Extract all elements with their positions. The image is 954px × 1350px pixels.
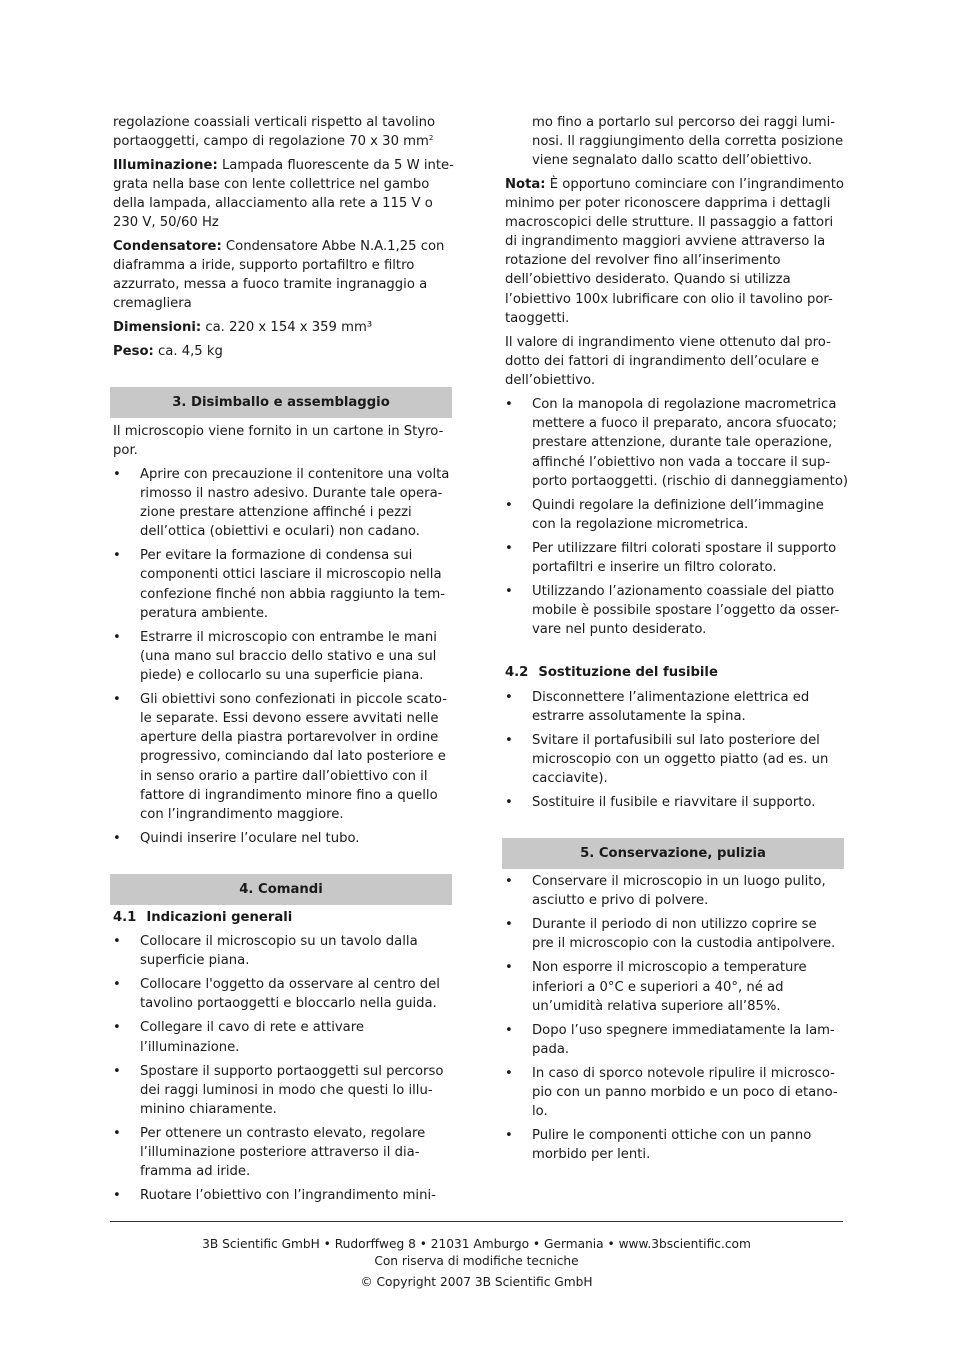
list-item-line: Non esporre il microscopio a temperature: [532, 960, 807, 975]
list-item-line: lo.: [532, 1104, 548, 1119]
bullet-marker: •: [113, 630, 121, 645]
list-item-line: pre il microscopio con la custodia antipolvere.: [532, 936, 836, 951]
paragraph-line: dell’obiettivo.: [505, 373, 596, 388]
list-item-line: con la regolazione micrometrica.: [532, 517, 749, 532]
list-item-line: aperture della piastra portarevolver in ordine: [140, 730, 439, 745]
bullet-marker: •: [505, 960, 513, 975]
list-item-line: In caso di sporco notevole ripulire il microsco-: [532, 1066, 835, 1081]
bullet-marker: •: [505, 1066, 513, 1081]
spec-line: regolazione coassiali verticali rispetto al tavolino: [113, 115, 436, 130]
section-heading-5: [502, 838, 844, 869]
list-item-line: estrarre assolutamente la spina.: [532, 709, 746, 724]
spec-peso: [113, 344, 223, 360]
list-item-line: piede) e collocarlo su una superficie piana.: [140, 668, 424, 683]
bullet-marker: •: [113, 1020, 121, 1035]
list-item-line: l’illuminazione.: [140, 1040, 240, 1055]
section-title: 5. Conservazione, pulizia: [580, 846, 766, 861]
list-item-line: dell’ottica (obiettivi e oculari) non cadano.: [140, 524, 420, 539]
list-item-line: Per ottenere un contrasto elevato, regolare: [140, 1126, 426, 1141]
bullet-marker: •: [505, 397, 513, 412]
list-item-line: minino chiaramente.: [140, 1102, 277, 1117]
spec-line: azzurrato, messa a fuoco tramite ingranaggio a: [113, 277, 428, 292]
list-item-line: Pulire le componenti ottiche con un panno: [532, 1128, 812, 1143]
list-item-line: morbido per lenti.: [532, 1147, 651, 1162]
spec-text: Lampada fluorescente da 5 W inte-: [217, 158, 454, 173]
list-item-line: Quindi regolare la definizione dell’immagine: [532, 498, 824, 513]
spec-label: Condensatore:: [113, 239, 222, 254]
list-item-line: Gli obiettivi sono confezionati in piccole scato-: [140, 692, 447, 707]
paragraph-line: dotto dei fattori di ingrandimento dell’oculare e: [505, 354, 820, 369]
list-item-line: un’umidità relativa superiore all’85%.: [532, 999, 781, 1014]
list-item-line: framma ad iride.: [140, 1164, 251, 1179]
spec-line: diaframma a iride, supporto portafiltro e filtro: [113, 258, 415, 273]
paragraph-line: Il valore di ingrandimento viene ottenuto dal pro-: [505, 335, 831, 350]
bullet-marker: •: [505, 1023, 513, 1038]
list-item-line: superficie piana.: [140, 953, 250, 968]
footer-notice: Con riserva di modifiche tecniche: [374, 1254, 579, 1268]
list-item-line: prestare attenzione, durante tale operazione,: [532, 435, 833, 450]
section3-intro-line: por.: [113, 443, 138, 458]
section-title: 3. Disimballo e assemblaggio: [172, 395, 390, 410]
nota-line: l’obiettivo 100x lubrificare con olio il tavolino por-: [505, 292, 833, 307]
spec-text: Condensatore Abbe N.A.1,25 con: [221, 239, 445, 254]
list-item-line: in senso orario a partire dall’obiettivo con il: [140, 769, 428, 784]
list-item-line: mettere a fuoco il preparato, ancora sfuocato;: [532, 416, 837, 431]
list-item-line: Ruotare l’obiettivo con l’ingrandimento mini-: [140, 1188, 436, 1203]
list-item-line: (una mano sul braccio dello stativo e una sul: [140, 649, 437, 664]
list-item-line: tavolino portaoggetti e bloccarlo nella guida.: [140, 996, 437, 1011]
footer-divider: [110, 1221, 843, 1222]
bullet-marker: •: [505, 541, 513, 556]
list-item-line: peratura ambiente.: [140, 606, 269, 621]
section-heading-3: [110, 387, 452, 418]
list-item-line: Dopo l’uso spegnere immediatamente la lam-: [532, 1023, 835, 1038]
list-item-line: nosi. Il raggiungimento della corretta posizione: [532, 134, 844, 149]
footer-copyright: © Copyright 2007 3B Scientific GmbH: [360, 1275, 593, 1289]
subsection-title: Sostituzione del fusibile: [538, 665, 718, 680]
list-item-line: Sostituire il fusibile e riavvitare il supporto.: [532, 795, 816, 810]
subsection-heading-4-1: [113, 910, 292, 926]
list-item-line: pio con un panno morbido e un poco di etano-: [532, 1085, 838, 1100]
bullet-marker: •: [505, 1128, 513, 1143]
spec-label: Dimensioni:: [113, 320, 202, 335]
subsection-number: 4.2: [505, 665, 529, 680]
spec-line: grata nella base con lente collettrice nel gambo: [113, 177, 430, 192]
list-item-line: componenti ottici lasciare il microscopio nella: [140, 567, 442, 582]
section3-intro-line: Il microscopio viene fornito in un cartone in Styro-: [113, 424, 444, 439]
list-item-line: mo fino a portarlo sul percorso dei raggi lumi-: [532, 115, 836, 130]
list-item-line: Con la manopola di regolazione macrometrica: [532, 397, 837, 412]
list-item-line: zione prestare attenzione affinché i pezzi: [140, 505, 412, 520]
list-item-line: portafiltri e inserire un filtro colorato.: [532, 560, 777, 575]
bullet-marker: •: [113, 977, 121, 992]
bullet-marker: •: [505, 584, 513, 599]
superscript: 2: [428, 134, 434, 142]
list-item-line: affinché l’obiettivo non vada a toccare il sup-: [532, 455, 831, 470]
list-item-line: asciutto e privo di polvere.: [532, 893, 709, 908]
list-item-line: pada.: [532, 1042, 570, 1057]
bullet-marker: •: [113, 692, 121, 707]
footer-address: 3B Scientific GmbH • Rudorffweg 8 • 21031 Amburgo • Germania • www.3bscientific.com: [202, 1237, 751, 1251]
bullet-marker: •: [505, 690, 513, 705]
list-item-line: viene segnalato dallo scatto dell’obiettivo.: [532, 153, 813, 168]
subsection-title: Indicazioni generali: [146, 910, 293, 925]
list-item-line: rimosso il nastro adesivo. Durante tale opera-: [140, 486, 443, 501]
list-item-line: Aprire con precauzione il contenitore una volta: [140, 467, 450, 482]
bullet-marker: •: [505, 795, 513, 810]
list-item-line: Collocare l'oggetto da osservare al centro del: [140, 977, 440, 992]
list-item-line: le separate. Essi devono essere avvitati nelle: [140, 711, 439, 726]
bullet-marker: •: [113, 1188, 121, 1203]
bullet-marker: •: [113, 1126, 121, 1141]
list-item-line: Disconnettere l’alimentazione elettrica ed: [532, 690, 810, 705]
list-item-line: Conservare il microscopio in un luogo pulito,: [532, 874, 826, 889]
list-item-line: Per utilizzare filtri colorati spostare il supporto: [532, 541, 837, 556]
spec-label: Peso:: [113, 344, 154, 359]
list-item-line: confezione finché non abbia raggiunto la tem-: [140, 587, 445, 602]
list-item-line: Collocare il microscopio su un tavolo dalla: [140, 934, 418, 949]
bullet-marker: •: [505, 733, 513, 748]
spec-dimensioni: [113, 320, 372, 336]
bullet-marker: •: [113, 467, 121, 482]
subsection-number: 4.1: [113, 910, 137, 925]
nota-line: minimo per poter riconoscere dapprima i dettagli: [505, 196, 831, 211]
nota-line: macroscopici delle strutture. Il passaggio a fattori: [505, 215, 834, 230]
list-item-line: fattore di ingrandimento minore fino a quello: [140, 788, 438, 803]
bullet-marker: •: [113, 1064, 121, 1079]
list-item-line: progressivo, cominciando dal lato posteriore e: [140, 749, 446, 764]
spec-line: cremagliera: [113, 296, 192, 311]
list-item-line: Spostare il supporto portaoggetti sul percorso: [140, 1064, 444, 1079]
list-item-line: Per evitare la formazione di condensa sui: [140, 548, 413, 563]
bullet-marker: •: [505, 917, 513, 932]
bullet-marker: •: [505, 498, 513, 513]
bullet-marker: •: [113, 548, 121, 563]
bullet-marker: •: [113, 934, 121, 949]
section-heading-4: [110, 874, 452, 905]
list-item-line: l’illuminazione posteriore attraverso il dia-: [140, 1145, 420, 1160]
nota-line: rotazione del revolver fino all’inserimento: [505, 253, 781, 268]
spec-line: 230 V, 50/60 Hz: [113, 215, 219, 230]
bullet-marker: •: [505, 874, 513, 889]
bullet-marker: •: [113, 831, 121, 846]
list-item-line: vare nel punto desiderato.: [532, 622, 707, 637]
spec-line: della lampada, allacciamento alla rete a 115 V o: [113, 196, 433, 211]
spec-text: ca. 4,5 kg: [153, 344, 223, 359]
list-item-line: Durante il periodo di non utilizzo coprire se: [532, 917, 817, 932]
spec-line-text: portaoggetti, campo di regolazione 70 x 30 mm: [113, 134, 429, 149]
list-item-line: microscopio con un oggetto piatto (ad es. un: [532, 752, 829, 767]
spec-text: ca. 220 x 154 x 359 mm³: [201, 320, 373, 335]
spec-illuminazione: [113, 158, 454, 174]
spec-label: Illuminazione:: [113, 158, 218, 173]
subsection-heading-4-2: [505, 665, 718, 681]
list-item-line: porto portaoggetti. (rischio di danneggiamento): [532, 474, 849, 489]
list-item-line: Utilizzando l’azionamento coassiale del piatto: [532, 584, 835, 599]
list-item-line: con l’ingrandimento maggiore.: [140, 807, 344, 822]
list-item-line: Collegare il cavo di rete e attivare: [140, 1020, 364, 1035]
nota-label: Nota:: [505, 177, 546, 192]
nota-line: dell’obiettivo desiderato. Quando si utilizza: [505, 272, 791, 287]
list-item-line: dei raggi luminosi in modo che questi lo illu-: [140, 1083, 433, 1098]
nota-line: di ingrandimento maggiori avviene attraverso la: [505, 234, 826, 249]
list-item-line: mobile è possibile spostare l’oggetto da osser-: [532, 603, 840, 618]
spec-line: [113, 134, 433, 150]
spec-condensatore: [113, 239, 444, 255]
list-item-line: Quindi inserire l’oculare nel tubo.: [140, 831, 360, 846]
list-item-line: inferiori a 0°C e superiori a 40°, né ad: [532, 980, 784, 995]
nota-text: È opportuno cominciare con l’ingrandimento: [545, 177, 844, 192]
nota-line: [505, 177, 844, 193]
section-title: 4. Comandi: [239, 882, 323, 897]
nota-line: taoggetti.: [505, 311, 570, 326]
list-item-line: Estrarre il microscopio con entrambe le mani: [140, 630, 437, 645]
list-item-line: cacciavite).: [532, 771, 608, 786]
list-item-line: Svitare il portafusibili sul lato posteriore del: [532, 733, 820, 748]
